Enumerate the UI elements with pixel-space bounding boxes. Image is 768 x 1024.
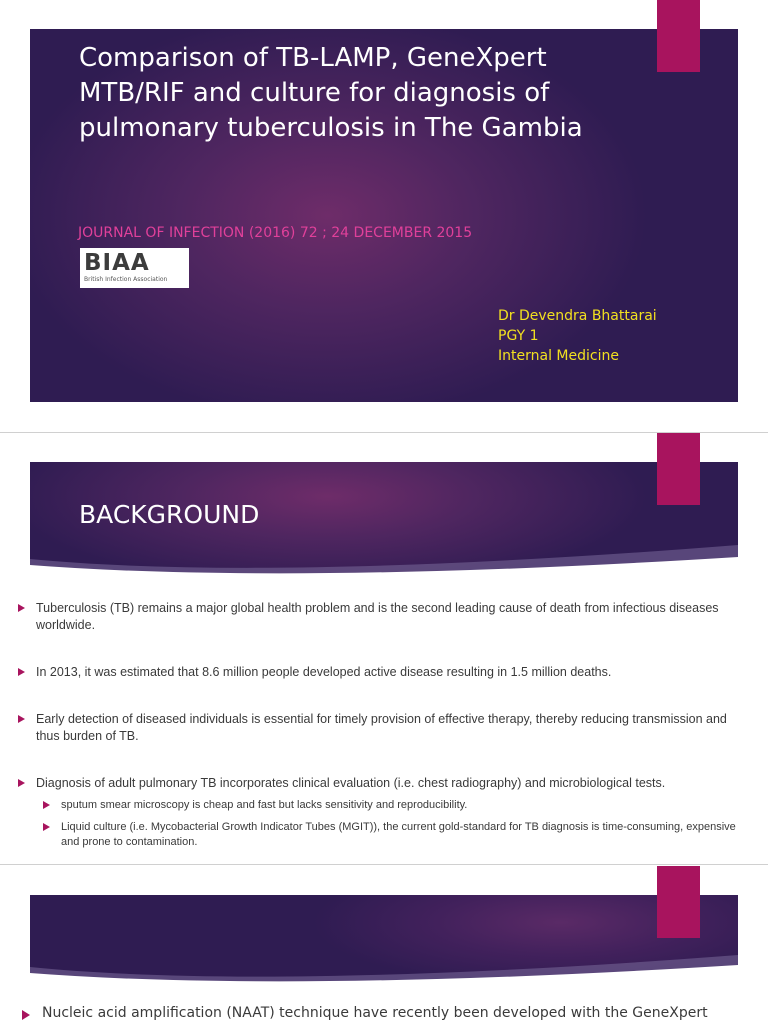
sub-bullet-arrow-icon: [43, 823, 50, 831]
accent-bar-1: [657, 0, 700, 72]
slide-3-header: [30, 895, 738, 987]
bullet-item: [18, 600, 740, 634]
background-bullets: [18, 600, 740, 850]
background-slide-header: [30, 462, 738, 577]
sub-bullet-text: sputum smear microscopy is cheap and fast but lacks sensitivity and reproducibility.: [61, 799, 468, 811]
slide-separator-2: [0, 864, 768, 865]
bullet-item: [18, 711, 740, 745]
bullet-arrow-icon: [22, 1010, 30, 1020]
bullet-arrow-icon: [18, 604, 25, 612]
bullet-arrow-icon: [18, 715, 25, 723]
bullet-item: [18, 664, 740, 681]
bullet-arrow-icon: [18, 668, 25, 676]
author-name: Dr Devendra Bhattarai: [498, 308, 657, 324]
bullet-text: Nucleic acid amplification (NAAT) technique have recently been developed with the GeneXpert: [42, 1005, 708, 1021]
background-title: BACKGROUND: [79, 500, 260, 529]
bullet-text: Tuberculosis (TB) remains a major global health problem and is the second leading cause of death from infectious diseases worldwide.: [36, 601, 719, 632]
sub-bullet-item: [43, 798, 740, 813]
sub-bullet-text: Liquid culture (i.e. Mycobacterial Growth Indicator Tubes (MGIT)), the current gold-standard for TB diagnosis is time-consuming, expensive and prone to contamination.: [61, 821, 736, 848]
slide-title: Comparison of TB-LAMP, GeneXpert MTB/RIF and culture for diagnosis of pulmonary tuberculosis in The Gambia: [79, 43, 583, 143]
logo-text: BIAA: [84, 250, 150, 276]
accent-bar-3: [657, 866, 700, 938]
biaa-logo: [80, 248, 189, 288]
accent-bar-2: [657, 433, 700, 505]
bullet-text: Early detection of diseased individuals is essential for timely provision of effective therapy, thereby reducing transmission and thus burden of TB.: [36, 712, 727, 743]
sub-bullet-arrow-icon: [43, 801, 50, 809]
logo-subtext: British Infection Association: [84, 276, 168, 283]
naat-bullet: [22, 1005, 768, 1021]
author-block: [498, 306, 657, 366]
sub-bullet-item: [43, 820, 740, 850]
journal-citation: JOURNAL OF INFECTION (2016) 72 ; 24 DECEMBER 2015: [78, 225, 473, 241]
header-wave: [30, 947, 738, 987]
bullet-text: Diagnosis of adult pulmonary TB incorporates clinical evaluation (i.e. chest radiography) and microbiological tests.: [36, 776, 666, 790]
bullet-arrow-icon: [18, 779, 25, 787]
header-wave: [30, 537, 738, 577]
bullet-item: [18, 775, 740, 792]
author-department: Internal Medicine: [498, 348, 619, 364]
bullet-text: In 2013, it was estimated that 8.6 million people developed active disease resulting in 1.5 million deaths.: [36, 665, 612, 679]
author-position: PGY 1: [498, 328, 539, 344]
title-slide: [30, 29, 738, 402]
slide-separator-1: [0, 432, 768, 433]
